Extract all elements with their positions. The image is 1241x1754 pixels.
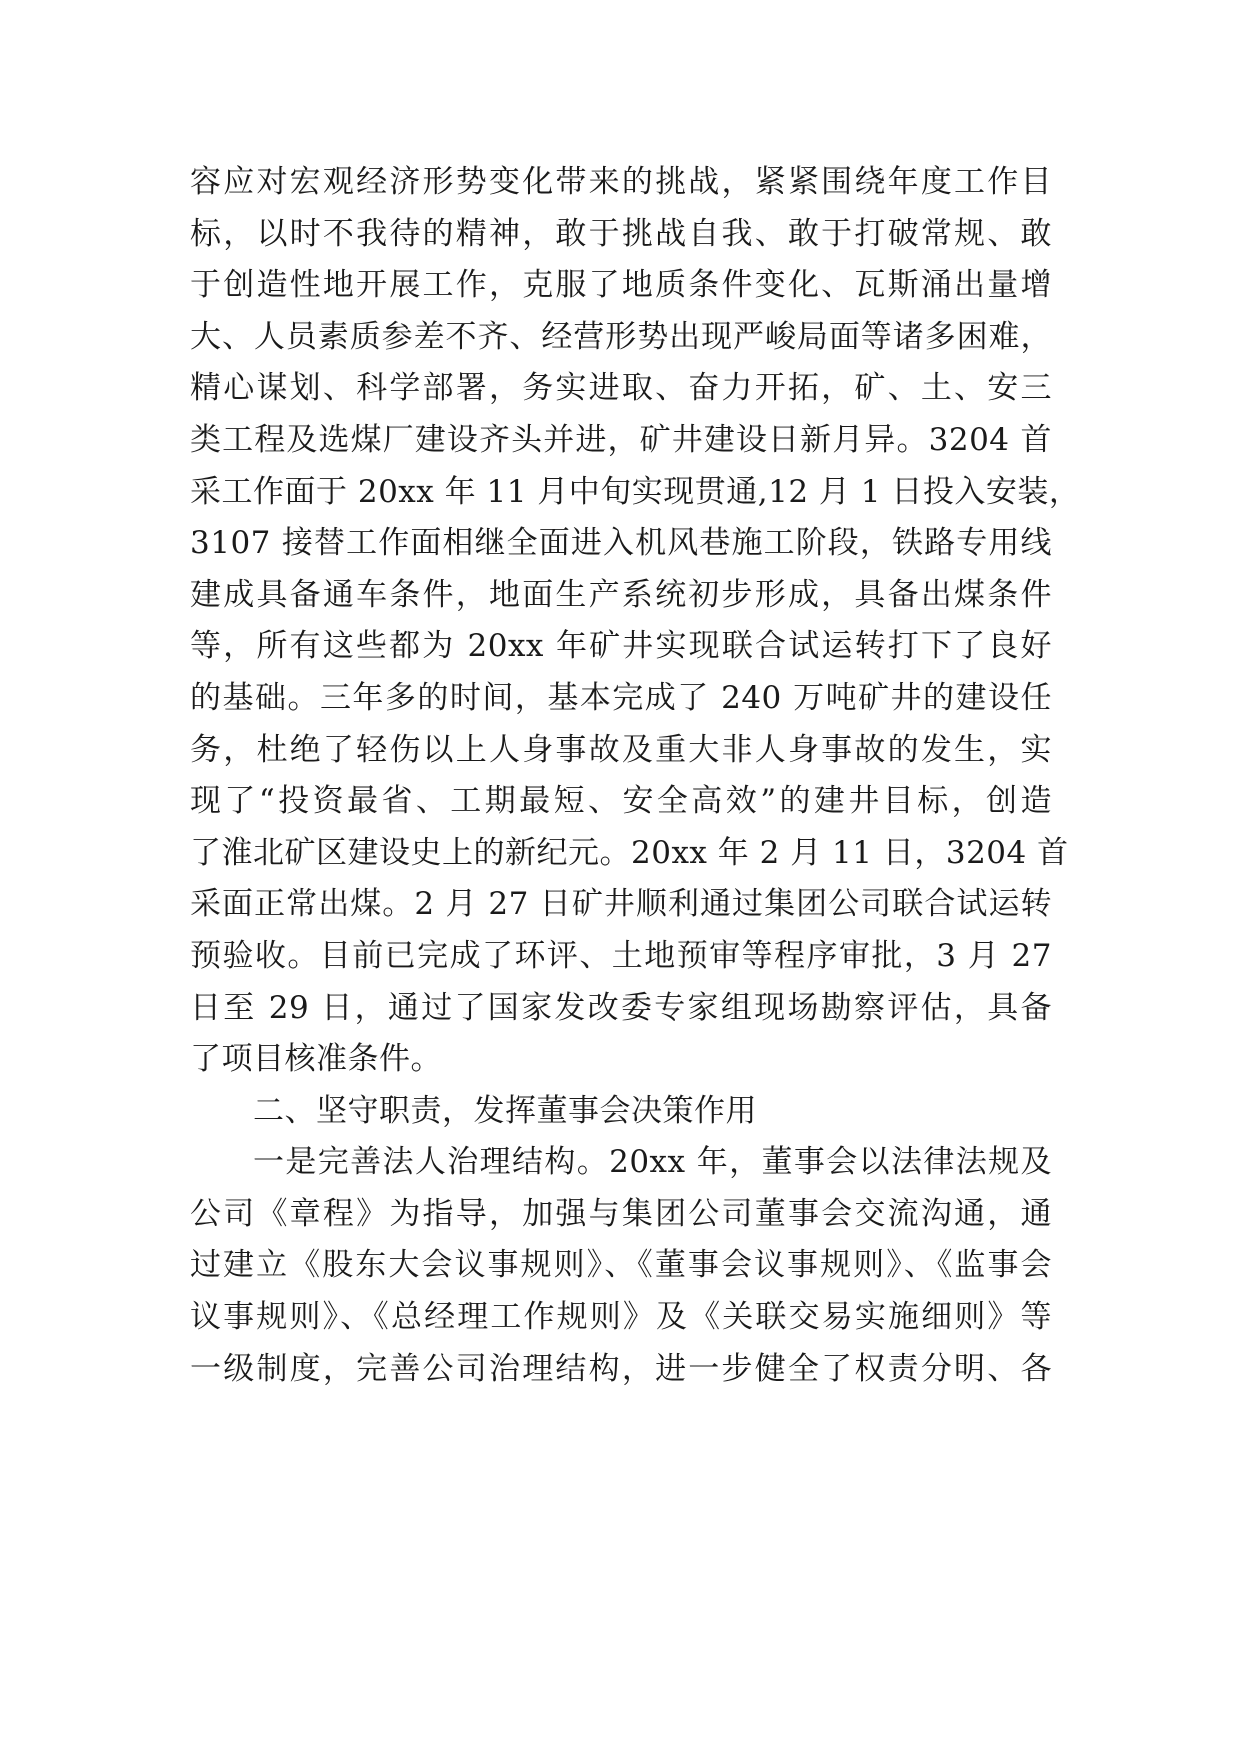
body-line: 公司《章程》为指导，加强与集团公司董事会交流沟通，通 <box>190 1195 1052 1232</box>
body-line: 一级制度，完善公司治理结构，进一步健全了权责分明、各 <box>190 1350 1052 1387</box>
paragraph-end-line: 了项目核准条件。 <box>190 1041 442 1078</box>
body-line: 容应对宏观经济形势变化带来的挑战，紧紧围绕年度工作目 <box>190 164 1052 200</box>
body-line: 过建立《股东大会议事规则》、《董事会议事规则》、《监事会 <box>190 1247 1052 1284</box>
body-line: 大、人员素质参差不齐、经营形势出现严峻局面等诸多困难， <box>190 318 1052 355</box>
body-line: 于创造性地开展工作，克服了地质条件变化、瓦斯涌出量增 <box>190 267 1052 304</box>
body-line: 3107 接替工作面相继全面进入机风巷施工阶段，铁路专用线 <box>190 525 1052 562</box>
body-line: 建成具备通车条件，地面生产系统初步形成，具备出煤条件 <box>190 576 1052 613</box>
body-line: 等，所有这些都为 20xx 年矿井实现联合试运转打下了良好 <box>190 628 1052 665</box>
body-line: 务，杜绝了轻伤以上人身事故及重大非人身事故的发生，实 <box>190 731 1052 768</box>
body-line: 议事规则》、《总经理工作规则》及《关联交易实施细则》等 <box>190 1299 1052 1336</box>
document-body <box>190 157 1081 1395</box>
body-line: 标，以时不我待的精神，敢于挑战自我、敢于打破常规、敢 <box>190 215 1052 252</box>
body-line: 精心谋划、科学部署，务实进取、奋力开拓，矿、土、安三 <box>190 370 1052 407</box>
body-line: 采工作面于 20xx 年 11 月中旬实现贯通,12 月 1 日投入安装， <box>190 473 1081 510</box>
body-line: 类工程及选煤厂建设齐头并进，矿井建设日新月异。3204 首 <box>190 421 1052 458</box>
body-line: 现了“投资最省、工期最短、安全高效”的建井目标，创造 <box>190 783 1052 820</box>
body-line: 的基础。三年多的时间，基本完成了 240 万吨矿井的建设任 <box>190 679 1052 716</box>
paragraph-first-line: 一是完善法人治理结构。20xx 年，董事会以法律法规及 <box>253 1144 1052 1181</box>
body-line: 采面正常出煤。2 月 27 日矿井顺利通过集团公司联合试运转 <box>190 886 1052 923</box>
section-heading: 二、坚守职责，发挥董事会决策作用 <box>253 1092 757 1129</box>
body-line: 预验收。目前已完成了环评、土地预审等程序审批，3 月 27 <box>190 937 1052 974</box>
body-line: 了淮北矿区建设史上的新纪元。20xx 年 2 月 11 日，3204 首 <box>190 834 1069 871</box>
body-line: 日至 29 日，通过了国家发改委专家组现场勘察评估，具备 <box>190 989 1052 1026</box>
